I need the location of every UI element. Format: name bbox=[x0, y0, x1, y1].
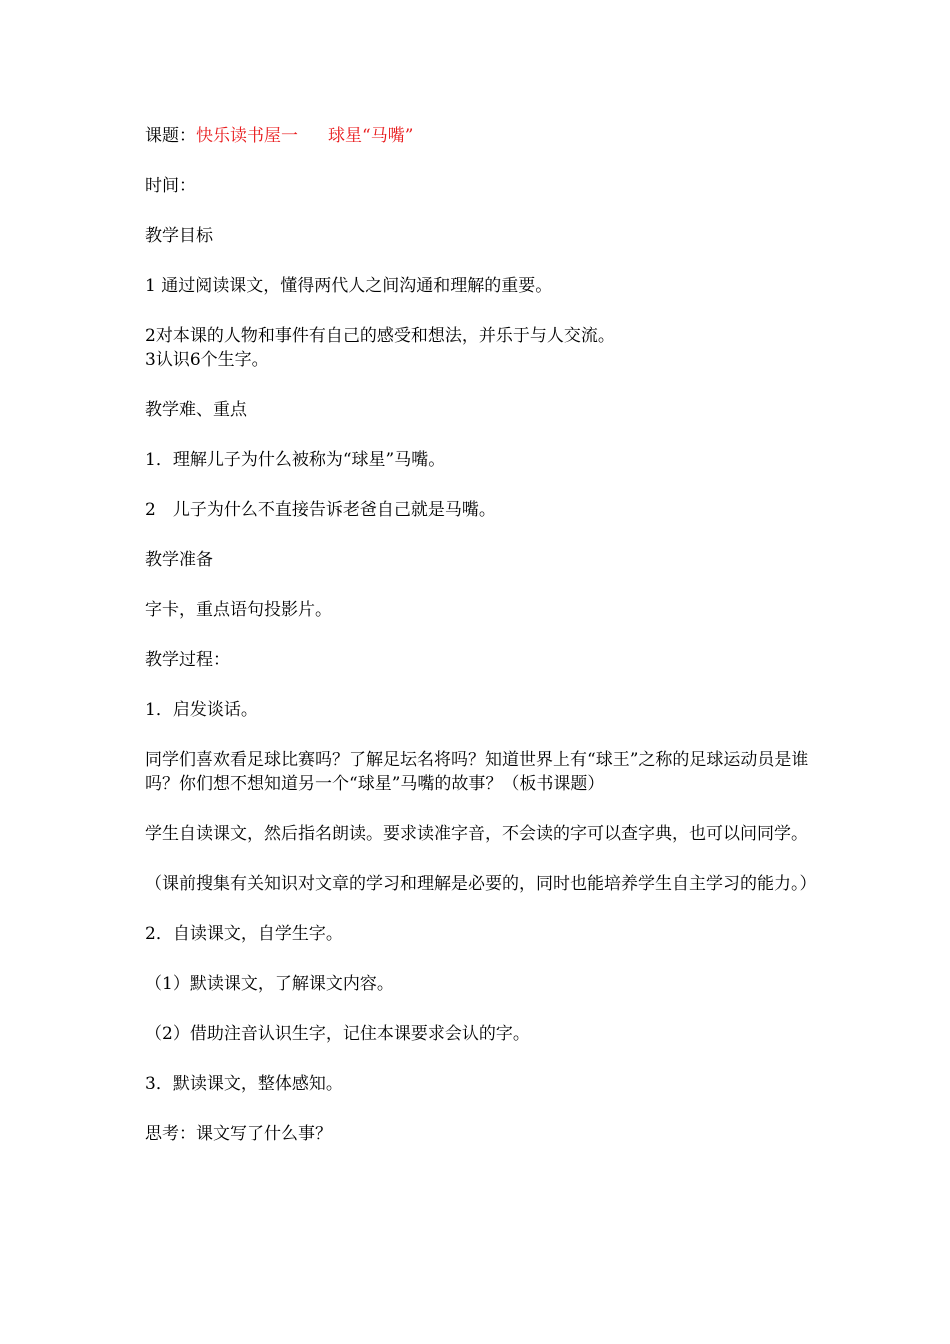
process-paragraph-1: 1．启发谈话。 bbox=[145, 700, 258, 720]
process-paragraph-2: 同学们喜欢看足球比赛吗？了解足坛名将吗？知道世界上有“球王”之称的足球运动员是谁吗？你们想不想知道另一个“球星”马嘴的故事？（板书课题） bbox=[145, 750, 809, 794]
process-paragraph-5: 2．自读课文，自学生字。 bbox=[145, 924, 343, 944]
process-paragraph-6: （1）默读课文，了解课文内容。 bbox=[145, 974, 394, 994]
objective-item-3: 3认识6个生字。 bbox=[145, 350, 269, 370]
process-paragraph-4: （课前搜集有关知识对文章的学习和理解是必要的，同时也能培养学生自主学习的能力。） bbox=[145, 874, 817, 894]
process-paragraph-9: 思考：课文写了什么事？ bbox=[145, 1124, 332, 1144]
objective-item-1: 1 通过阅读课文，懂得两代人之间沟通和理解的重要。 bbox=[145, 276, 553, 296]
objectives-heading: 教学目标 bbox=[145, 226, 213, 246]
title-label: 课题： bbox=[145, 126, 196, 146]
key-point-item-1: 1．理解儿子为什么被称为“球星”马嘴。 bbox=[145, 450, 446, 470]
title-part2: 球星“马嘴” bbox=[328, 126, 414, 146]
preparation-text: 字卡，重点语句投影片。 bbox=[145, 600, 332, 620]
process-heading: 教学过程： bbox=[145, 650, 230, 670]
preparation-heading: 教学准备 bbox=[145, 550, 213, 570]
key-points-heading: 教学难、重点 bbox=[145, 400, 247, 420]
process-paragraph-3: 学生自读课文，然后指名朗读。要求读准字音，不会读的字可以查字典，也可以问同学。 bbox=[145, 824, 808, 844]
time-label: 时间： bbox=[145, 176, 196, 196]
key-point-item-2: 2 儿子为什么不直接告诉老爸自己就是马嘴。 bbox=[145, 500, 496, 520]
title-part1: 快乐读书屋一 bbox=[196, 126, 298, 146]
process-paragraph-7: （2）借助注音认识生字，记住本课要求会认的字。 bbox=[145, 1024, 530, 1044]
process-paragraph-8: 3．默读课文，整体感知。 bbox=[145, 1074, 343, 1094]
document-page bbox=[145, 124, 817, 1172]
objective-item-2: 2对本课的人物和事件有自己的感受和想法，并乐于与人交流。 bbox=[145, 326, 615, 346]
lesson-title bbox=[145, 124, 810, 148]
